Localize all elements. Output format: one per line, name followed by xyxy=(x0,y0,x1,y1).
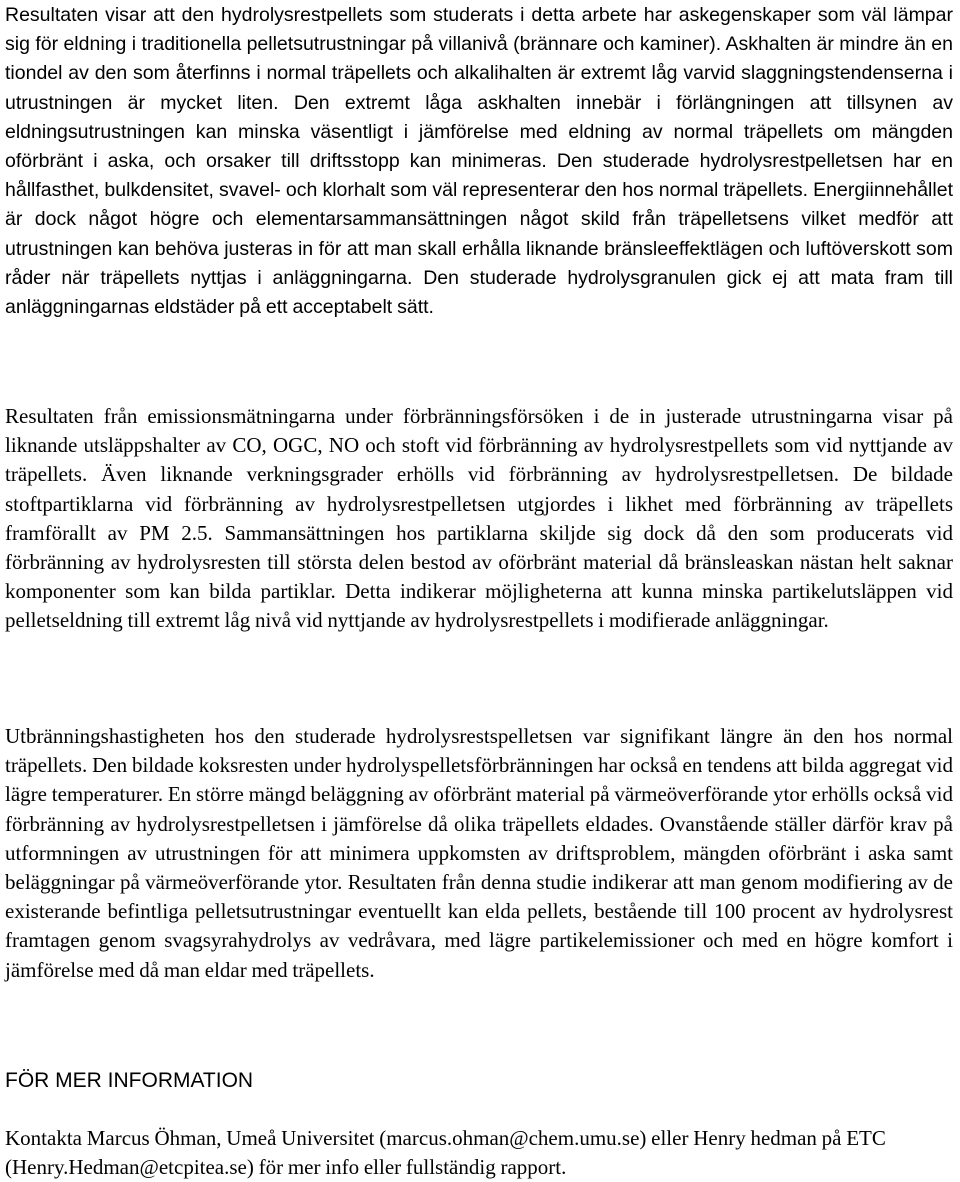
results-paragraph-ash-properties: Resultaten visar att den hydrolysrestpellets som studerats i detta arbete har askegenskaper som väl lämpar sig för eldning i traditionella pelletsutrustningar på villanivå (brännare och kaminer). Askhalten är mindre än en tiondel av den som återfinns i normal träpellets och alkalihalten är extremt låg varvid slaggningstendenserna i utrustningen är mycket liten. Den extremt låga askhalten innebär i förlängningen att tillsynen av eldningsutrustningen kan minska väsentligt i jämförelse med eldning av normal träpellets om mängden oförbränt i aska, och orsaker till driftsstopp kan minimeras. Den studerade hydrolysrestpelletsen har en hållfasthet, bulkdensitet, svavel- och klorhalt som väl representerar den hos normal träpellets. Energiinnehållet är dock något högre och elementarsammansättningen något skild från träpelletsens vilket medför att utrustningen kan behöva justeras in för att man skall erhålla liknande bränsleeffektlägen och luftöverskott som råder när träpellets nyttjas i anläggningarna. Den studerade hydrolysgranulen gick ej att mata fram till anläggningarnas eldstäder på ett acceptabelt sätt. xyxy=(5,4,953,319)
more-information-heading: FÖR MER INFORMATION xyxy=(5,1069,254,1092)
results-paragraph-emissions: Resultaten från emissionsmätningarna under förbränningsförsöken i de in justerade utrustningarna visar på liknande utsläppshalter av CO, OGC, NO och stoft vid förbränning av hydrolysrestpellets som vid nyttjande av träpellets. Även liknande verkningsgrader erhölls vid förbränning av hydrolysrestpelletsen. De bildade stoftpartiklarna vid förbränning av hydrolysrestpelletsen utgjordes i likhet med förbränning av träpellets framförallt av PM 2.5. Sammansättningen hos partiklarna skiljde sig dock då den som producerats vid förbränning av hydrolysresten till största delen bestod av oförbränt material då bränsleaskan nästan helt saknar komponenter som kan bilda partiklar. Detta indikerar möjligheterna att kunna minska partikelutsläppen vid pelletseldning till extremt låg nivå vid nyttjande av hydrolysrestpellets i modifierade anläggningar. xyxy=(5,404,953,633)
contact-paragraph: Kontakta Marcus Öhman, Umeå Universitet (marcus.ohman@chem.umu.se) eller Henry hedman på ETC (Henry.Hedman@etcpitea.se) för mer info eller fullständig rapport. xyxy=(5,1126,886,1180)
results-paragraph-burnout: Utbränningshastigheten hos den studerade hydrolysrestspelletsen var signifikant längre än den hos normal träpellets. Den bildade koksresten under hydrolyspelletsförbränningen har också en tendens att bilda aggregat vid lägre temperaturer. En större mängd beläggning av oförbränt material på värmeöverförande ytor erhölls också vid förbränning av hydrolysrestpelletsen i jämförelse då olika träpellets eldades. Ovanstående ställer därför krav på utformningen av utrustningen för att minimera uppkomsten av driftsproblem, mängden oförbränt i aska samt beläggningar på värmeöverförande ytor. Resultaten från denna studie indikerar att man genom modifiering av de existerande befintliga pelletsutrustningar eventuellt kan elda pellets, bestående till 100 procent av hydrolysrest framtagen genom svagsyrahydrolys av vedråvara, med lägre partikelemissioner och med en högre komfort i jämförelse med då man eldar med träpellets. xyxy=(5,724,953,982)
